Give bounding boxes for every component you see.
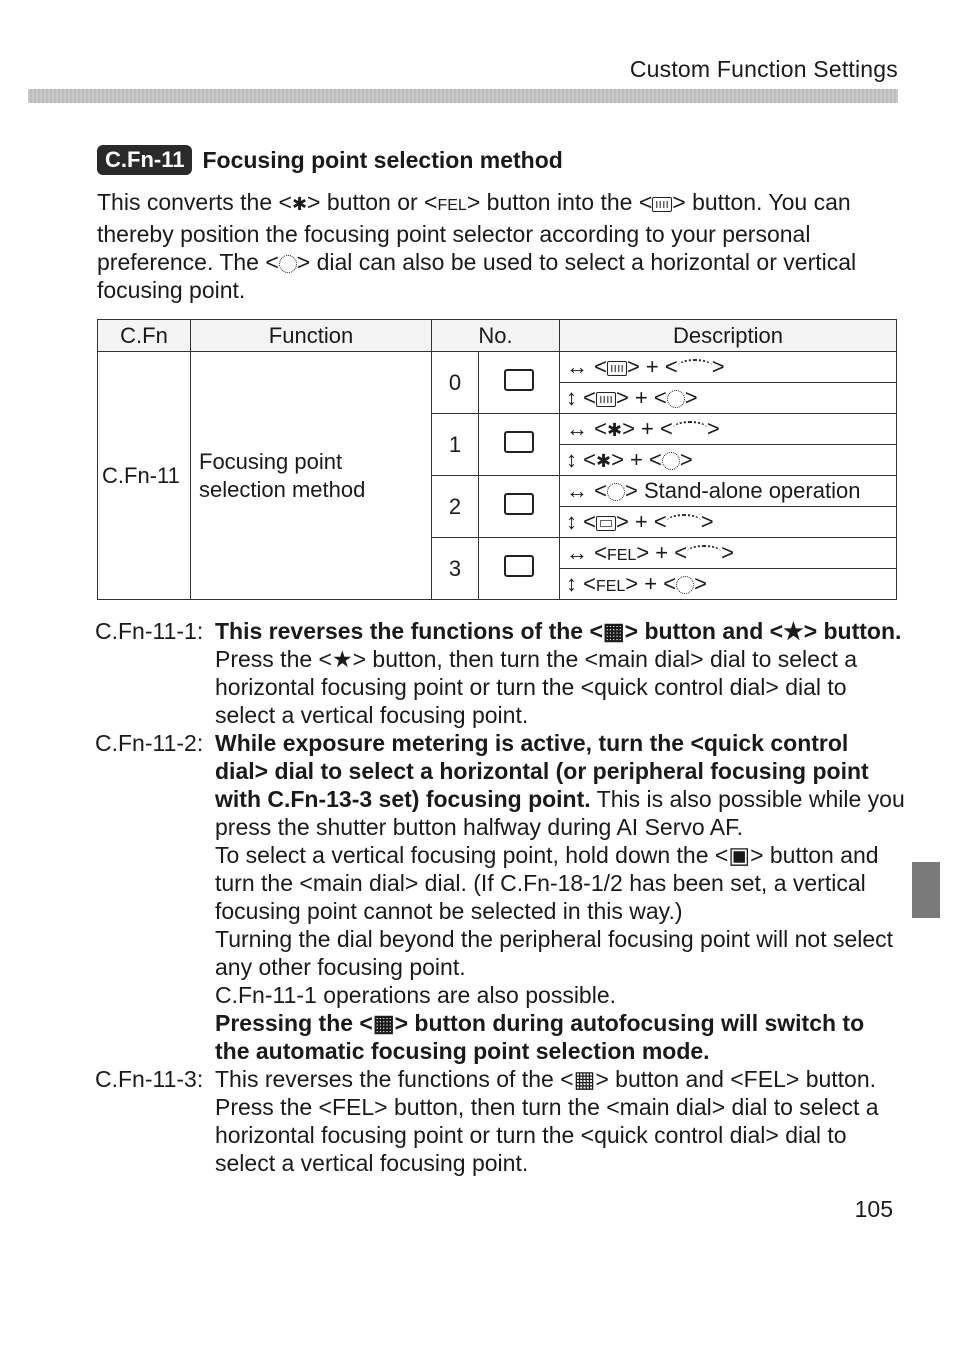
desc-vertical: ↕ < > + < >	[560, 383, 897, 414]
header-bar	[28, 89, 898, 103]
list-item	[95, 729, 905, 1065]
function-cell: Focusing point selection method	[191, 352, 432, 600]
item-text: This reverses the functions of the <▦> button and <FEL> button. Press the <FEL> button, then turn the <main dial> dial to select a horizontal focusing point or turn the <quick control dial> dial to select a vertical focusing point.	[215, 1066, 879, 1176]
item-content	[215, 1065, 905, 1177]
page-number: 105	[854, 1196, 893, 1222]
list-item	[95, 617, 905, 729]
camera-icon	[479, 538, 560, 600]
setting-no: 2	[432, 476, 479, 538]
list-item	[95, 1065, 905, 1177]
item-text: Press the <★> button, then turn the <main dial> dial to select a horizontal focusing point or turn the <quick control dial> dial to select a vertical focusing point.	[215, 646, 858, 728]
camera-icon	[479, 414, 560, 476]
intro-text: This converts the <	[97, 189, 292, 215]
setting-no: 1	[432, 414, 479, 476]
desc-vertical: ↕ < > + < >	[560, 507, 897, 538]
desc-vertical: ↕ <✱> + < >	[560, 445, 897, 476]
item-bold: Pressing the <▦> button during autofocusing will switch to the automatic focusing point selection mode.	[215, 1010, 865, 1064]
intro-paragraph	[97, 188, 897, 304]
camera-icon	[479, 352, 560, 414]
col-header-cfn: C.Fn	[98, 320, 191, 352]
quick-control-dial-icon	[279, 255, 297, 273]
desc-horizontal: ↔ <FEL> + < >	[560, 538, 897, 569]
af-point-select-icon	[652, 197, 672, 212]
cfn-cell: C.Fn-11	[98, 352, 191, 600]
col-header-function: Function	[191, 320, 432, 352]
item-bold: This reverses the functions of the <▦> button and <★> button.	[215, 618, 902, 644]
item-text: C.Fn-11-1 operations are also possible.	[215, 982, 617, 1008]
desc-horizontal: ↔ < > Stand-alone operation	[560, 476, 897, 507]
cfn-table	[97, 319, 897, 600]
setting-no: 3	[432, 538, 479, 600]
section-heading	[97, 143, 563, 177]
intro-text: > button into the <	[466, 189, 653, 215]
intro-text: > dial can also be used to select a horizontal or vertical focusing point.	[97, 249, 857, 303]
fel-label: FEL	[437, 197, 467, 214]
item-text: To select a vertical focusing point, hold down the <▣> button and turn the <main dial> dial. (If C.Fn-18-1/2 has been set, a vertical focusing point cannot be selected in this way.)	[215, 842, 879, 924]
cfn-badge: C.Fn-11	[97, 145, 192, 175]
setting-no: 0	[432, 352, 479, 414]
item-label: C.Fn-11-3:	[95, 1066, 204, 1092]
explanations	[95, 617, 905, 1177]
desc-horizontal: ↔ < > + < >	[560, 352, 897, 383]
item-text: This is also possible while you press the shutter button halfway during AI Servo AF.	[215, 786, 905, 840]
item-label: C.Fn-11-1:	[95, 618, 204, 644]
section-title: Focusing point selection method	[202, 146, 563, 173]
col-header-no: No.	[432, 320, 560, 352]
chapter-tab	[912, 862, 940, 918]
item-bold: While exposure metering is active, turn the <quick control dial> dial to select a horizontal (or peripheral focusing point with C.Fn-13-3 set) focusing point.	[215, 730, 869, 812]
desc-horizontal: ↔ <✱> + < >	[560, 414, 897, 445]
camera-icon	[479, 476, 560, 538]
item-text: Turning the dial beyond the peripheral focusing point will not select any other focusing point.	[215, 926, 894, 980]
desc-vertical: ↕ <FEL> + < >	[560, 569, 897, 600]
col-header-description: Description	[560, 320, 897, 352]
item-content	[215, 729, 905, 1065]
intro-text: > button or <	[307, 189, 438, 215]
item-content	[215, 617, 905, 729]
item-label: C.Fn-11-2:	[95, 730, 204, 756]
intro-text: > button. You can thereby position the focusing point selector according to your personal preference. The <	[97, 189, 851, 275]
star-af-icon: ✱	[291, 194, 308, 214]
page-header-title: Custom Function Settings	[629, 56, 898, 82]
